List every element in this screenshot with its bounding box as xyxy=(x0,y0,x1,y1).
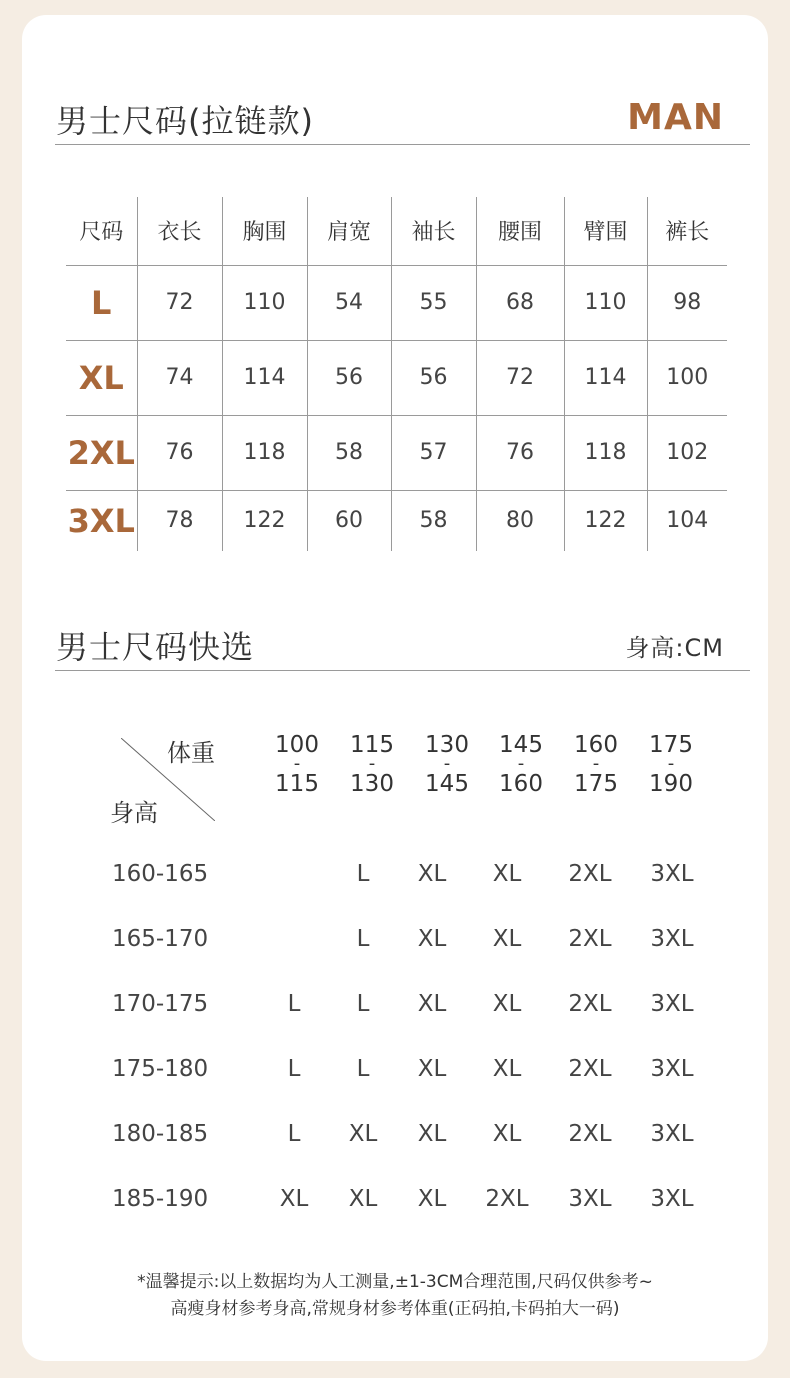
weight-dash: - xyxy=(517,753,525,774)
size-pick: XL xyxy=(417,991,447,1017)
quick-row xyxy=(0,861,790,901)
size-pick: 2XL xyxy=(485,1186,529,1212)
size-pick: XL xyxy=(492,1056,522,1082)
size-section-title: 男士尺码(拉链款) xyxy=(56,102,314,140)
weight-high: 190 xyxy=(649,771,693,797)
size-pick: 2XL xyxy=(568,1056,612,1082)
weight-range-header xyxy=(262,732,332,797)
size-cell: 118 xyxy=(222,415,307,490)
weight-range-header xyxy=(412,732,482,797)
size-header-cell: 腰围 xyxy=(476,197,564,265)
weight-dash: - xyxy=(293,753,301,774)
size-cell: 58 xyxy=(391,490,476,551)
quick-section-title: 男士尺码快选 xyxy=(56,628,255,666)
size-pick: XL xyxy=(492,1121,522,1147)
size-cell: 122 xyxy=(222,490,307,551)
size-pick: XL xyxy=(492,861,522,887)
size-cell: 78 xyxy=(137,490,222,551)
weight-low: 100 xyxy=(275,732,319,758)
size-pick: 3XL xyxy=(650,991,694,1017)
size-header-cell: 衣长 xyxy=(137,197,222,265)
size-pick: L xyxy=(356,926,370,952)
size-cell: 72 xyxy=(137,265,222,340)
man-badge: MAN xyxy=(627,97,724,138)
size-pick: XL xyxy=(417,1186,447,1212)
size-cell: 98 xyxy=(647,265,727,340)
size-cell: 102 xyxy=(647,415,727,490)
size-pick: L xyxy=(287,1056,301,1082)
size-header-cell: 尺码 xyxy=(66,197,137,265)
size-pick: XL xyxy=(492,991,522,1017)
height-range: 185-190 xyxy=(112,1186,209,1212)
size-pick: 3XL xyxy=(650,1121,694,1147)
size-pick: 3XL xyxy=(650,1186,694,1212)
size-cell: 110 xyxy=(222,265,307,340)
quick-row xyxy=(0,1186,790,1226)
size-cell: 80 xyxy=(476,490,564,551)
size-cell: 118 xyxy=(564,415,647,490)
tip-line-1: *温馨提示:以上数据均为人工测量,±1-3CM合理范围,尺码仅供参考~ xyxy=(137,1272,653,1292)
quick-section-divider xyxy=(55,670,750,671)
quick-row xyxy=(0,1056,790,1096)
tip-line-2: 高瘦身材参考身高,常规身材参考体重(正码拍,卡码拍大一码) xyxy=(170,1299,620,1319)
size-cell: 57 xyxy=(391,415,476,490)
size-cell: 114 xyxy=(564,340,647,415)
size-pick: L xyxy=(287,991,301,1017)
weight-dash: - xyxy=(443,753,451,774)
size-cell: 110 xyxy=(564,265,647,340)
warm-tip xyxy=(0,1269,790,1323)
size-pick: 2XL xyxy=(568,926,612,952)
size-pick: XL xyxy=(417,926,447,952)
size-header-cell: 裤长 xyxy=(647,197,727,265)
weight-high: 130 xyxy=(350,771,394,797)
size-cell: 122 xyxy=(564,490,647,551)
size-cell: 60 xyxy=(307,490,391,551)
height-range: 175-180 xyxy=(112,1056,209,1082)
weight-range-header xyxy=(486,732,556,797)
size-table-header-row xyxy=(66,197,727,265)
size-pick: 3XL xyxy=(650,926,694,952)
size-cell: 58 xyxy=(307,415,391,490)
size-cell: 56 xyxy=(307,340,391,415)
size-section-divider xyxy=(55,144,750,145)
size-table xyxy=(66,197,727,551)
size-cell: 76 xyxy=(476,415,564,490)
size-label: L xyxy=(66,265,137,340)
size-cell: 104 xyxy=(647,490,727,551)
weight-high: 145 xyxy=(425,771,469,797)
size-cell: 72 xyxy=(476,340,564,415)
size-pick: 2XL xyxy=(568,861,612,887)
weight-high: 175 xyxy=(574,771,618,797)
height-unit-label: 身高:CM xyxy=(625,634,724,662)
size-pick: L xyxy=(287,1121,301,1147)
weight-dash: - xyxy=(667,753,675,774)
weight-low: 160 xyxy=(574,732,618,758)
size-label: XL xyxy=(66,340,137,415)
size-table-row xyxy=(66,340,727,415)
weight-low: 115 xyxy=(350,732,394,758)
size-pick: XL xyxy=(348,1186,378,1212)
weight-dash: - xyxy=(592,753,600,774)
size-cell: 76 xyxy=(137,415,222,490)
size-header-cell: 肩宽 xyxy=(307,197,391,265)
size-cell: 54 xyxy=(307,265,391,340)
size-pick: XL xyxy=(417,861,447,887)
size-cell: 114 xyxy=(222,340,307,415)
size-pick: 2XL xyxy=(568,1121,612,1147)
quick-row xyxy=(0,1121,790,1161)
size-table-row xyxy=(66,265,727,340)
size-header-cell: 胸围 xyxy=(222,197,307,265)
size-pick: L xyxy=(356,991,370,1017)
weight-range-header xyxy=(636,732,706,797)
height-range: 180-185 xyxy=(112,1121,209,1147)
height-range: 170-175 xyxy=(112,991,209,1017)
height-range: 160-165 xyxy=(112,861,209,887)
weight-high: 115 xyxy=(275,771,319,797)
height-range: 165-170 xyxy=(112,926,209,952)
quick-row xyxy=(0,991,790,1031)
size-pick: L xyxy=(356,1056,370,1082)
size-cell: 55 xyxy=(391,265,476,340)
size-table-row xyxy=(66,490,727,551)
size-table-row xyxy=(66,415,727,490)
weight-dash: - xyxy=(368,753,376,774)
size-pick: 2XL xyxy=(568,991,612,1017)
size-pick: 3XL xyxy=(650,861,694,887)
size-pick: 3XL xyxy=(650,1056,694,1082)
size-pick: XL xyxy=(492,926,522,952)
quick-row xyxy=(0,926,790,966)
weight-low: 175 xyxy=(649,732,693,758)
weight-axis-label: 体重 xyxy=(167,739,215,767)
weight-range-header xyxy=(337,732,407,797)
weight-low: 130 xyxy=(425,732,469,758)
size-pick: XL xyxy=(279,1186,309,1212)
size-pick: XL xyxy=(417,1056,447,1082)
size-cell: 68 xyxy=(476,265,564,340)
weight-low: 145 xyxy=(499,732,543,758)
size-header-cell: 袖长 xyxy=(391,197,476,265)
weight-high: 160 xyxy=(499,771,543,797)
size-pick: XL xyxy=(417,1121,447,1147)
size-header-cell: 臂围 xyxy=(564,197,647,265)
size-pick: L xyxy=(356,861,370,887)
weight-range-header xyxy=(561,732,631,797)
size-label: 2XL xyxy=(66,415,137,490)
size-pick: XL xyxy=(348,1121,378,1147)
size-cell: 56 xyxy=(391,340,476,415)
size-label: 3XL xyxy=(67,501,135,540)
size-pick: 3XL xyxy=(568,1186,612,1212)
size-cell: 100 xyxy=(647,340,727,415)
height-axis-label: 身高 xyxy=(110,799,158,827)
size-cell: 74 xyxy=(137,340,222,415)
